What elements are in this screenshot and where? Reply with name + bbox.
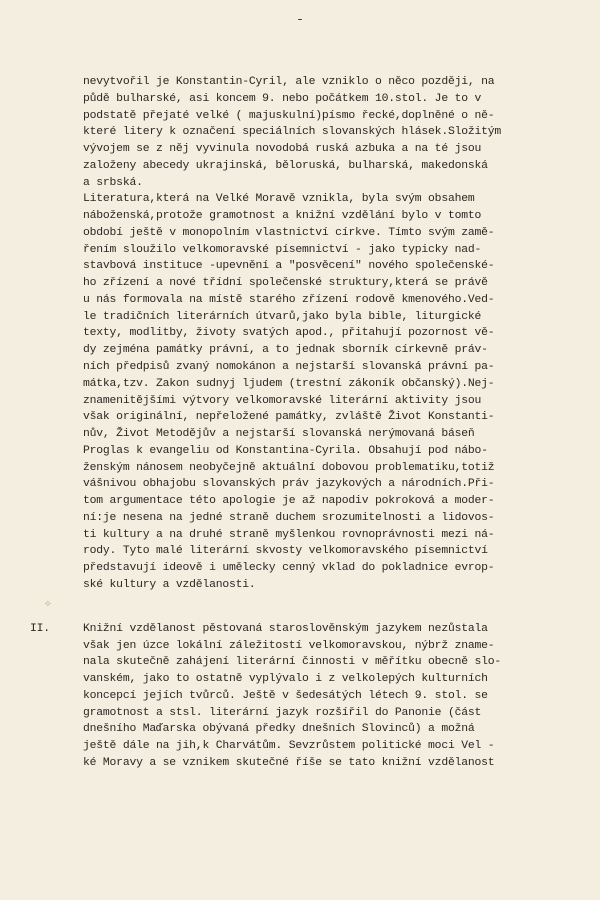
text-line: založeny abecedy ukrajinská, běloruská, bulharská, makedonská <box>83 159 488 172</box>
text-line: však originální, nepřeložené památky, zvláště Život Konstanti- <box>83 411 495 424</box>
text-line: mátka,tzv. Zakon sudnyj ljudem (trestní zákoník občanský).Nej- <box>83 377 495 390</box>
text-line: texty, modlitby, životy svatých apod., přitahují pozornost vě- <box>83 327 495 340</box>
text-line: nův, Život Metodějův a nejstarší slovanská nerýmovaná báseň <box>83 428 475 441</box>
text-line: ho zřízení a nové třídní společenské struktury,která se právě <box>83 277 488 290</box>
text-line: tom argumentace této apologie je až napodiv pokroková a moder- <box>83 495 495 508</box>
text-line: ti kultury a na druhé straně myšlenkou rovnoprávnosti mezi ná- <box>83 528 495 541</box>
section-2-first-line: Knižní vzdělanost pěstovaná staroslověnským jazykem nezůstala <box>83 622 488 635</box>
text-line: ní:je nesena na jedné straně duchem srozumitelnosti a lidovos- <box>83 511 495 524</box>
text-line: představují ideově i umělecky cenný vklad do pokladnice evrop- <box>83 562 495 575</box>
section-number: II. <box>30 622 50 635</box>
text-line: koncepcí jejích tvůrců. Ještě v šedesátých létech 9. stol. se <box>83 689 488 702</box>
text-line: rody. Tyto malé literární skvosty velkomoravského písemnictví <box>83 545 488 558</box>
page-marker: - <box>296 12 304 27</box>
text-line: vanském, jako to ostatně vyplývalo i z velkolepých kulturních <box>83 673 488 686</box>
text-line: řením sloužilo velkomoravské písemnictví - jako typicky nad- <box>83 243 482 256</box>
text-line: vývojem se z něj vyvinula novodobá ruská azbuka a na té jsou <box>83 143 482 156</box>
document-page <box>30 74 570 772</box>
text-line: nala skutečně zahájení literární činnosti v měřítku obecně slo- <box>83 656 502 669</box>
text-line: období ještě v monopolním vlastnictví církve. Tímto svým zamě- <box>83 226 495 239</box>
text-line: půdě bulharské, asi koncem 9. nebo počátkem 10.stol. Je to v <box>83 92 482 105</box>
text-line: vášnivou obhajobu slovanských práv jazykových a národních.Při- <box>83 478 495 491</box>
text-line: náboženská,protože gramotnost a knižní vzdělání bylo v tomto <box>83 210 482 223</box>
text-line: ženským nánosem neobyčejně aktuální dobovou problematiku,totiž <box>83 461 495 474</box>
text-line: podstatě přejaté velké ( majuskulní)písmo řecké,doplněné o ně- <box>83 109 495 122</box>
text-line: ké Moravy a se vznikem skutečné říše se tato knižní vzdělanost <box>83 756 495 769</box>
text-line: a srbská. <box>83 176 143 189</box>
text-line: znamenitějšími výtvory velkomoravské literární aktivity jsou <box>83 394 482 407</box>
text-line: dnešního Maďarska obývaná předky dnešních Slovinců) a možná <box>83 723 475 736</box>
text-line: le tradičních literárních útvarů,jako byla bible, liturgické <box>83 310 482 323</box>
text-line: nevytvořil je Konstantin-Cyril, ale vzniklo o něco později, na <box>83 76 495 88</box>
text-line: však jen úzce lokální záležitostí velkomoravskou, nýbrž zname- <box>83 639 495 652</box>
text-line: dy zejména památky právní, a to jednak sborník církevně práv- <box>83 344 488 357</box>
text-line: které litery k označení speciálních slovanských hlásek.Složitým <box>83 126 502 139</box>
paragraph-1 <box>30 74 570 594</box>
text-line: ské kultury a vzdělanosti. <box>83 578 256 591</box>
text-line: Proglas k evangeliu od Konstantina-Cyrila. Obsahují pod nábo- <box>83 444 488 457</box>
paragraph-gap <box>30 594 570 621</box>
section-2 <box>30 621 570 772</box>
margin-mark-icon: ✧ <box>44 596 52 611</box>
text-line: Literatura,která na Velké Moravě vznikla, byla svým obsahem <box>83 193 475 206</box>
text-line: ních předpisů zvaný nomokánon a nejstarší slovanská právní pa- <box>83 361 495 374</box>
text-line: u nás formovala na místě starého zřízení rodově kmenového.Ved- <box>83 293 495 306</box>
text-line <box>30 621 570 638</box>
text-line: gramotnost a stsl. literární jazyk rozšířil do Panonie (část <box>83 706 482 719</box>
text-line: stavbová instituce -upevnění a "posvěcení" nového společenské- <box>83 260 495 273</box>
text-line: ještě dále na jih,k Charvátům. Sevzrůstem politické moci Vel - <box>83 740 495 753</box>
